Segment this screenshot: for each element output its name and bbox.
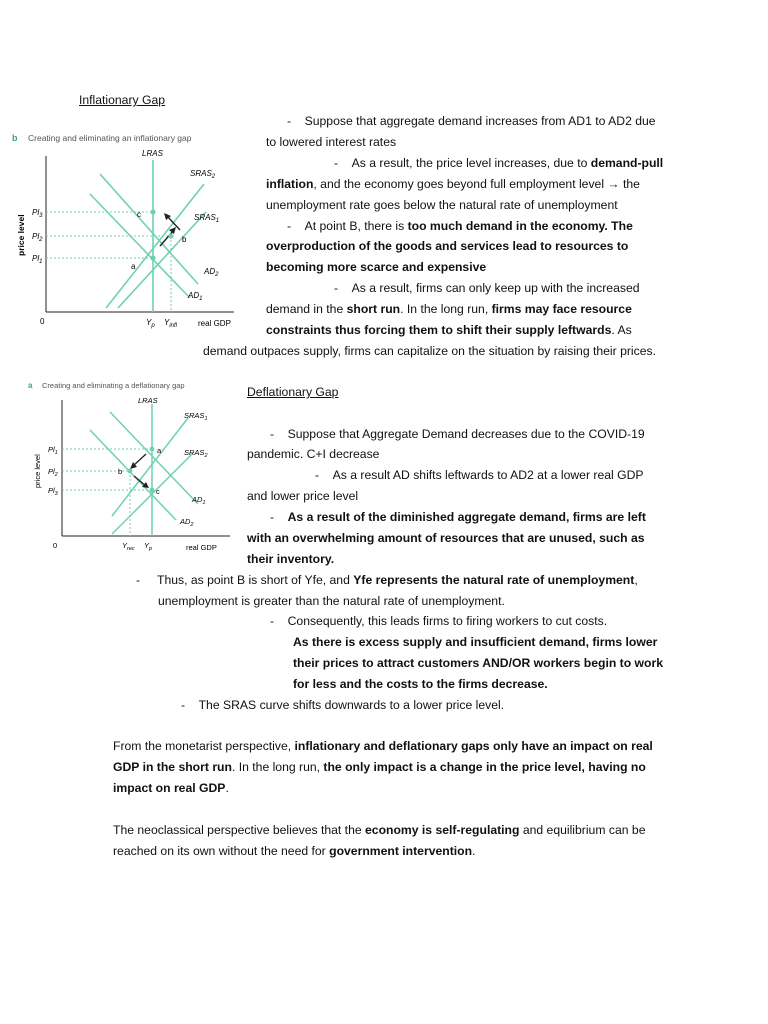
sras2-label: $SRAS_2$: [184, 448, 208, 459]
neoclassical-line-2: reached on its own without the need for government intervention.: [113, 844, 476, 858]
point-b-dot: [128, 469, 133, 474]
yp-label: $Y_p$: [146, 318, 155, 329]
point-b-label: b: [118, 467, 123, 476]
figure-caption: Creating and eliminating a deflationary gap: [42, 381, 185, 390]
monetarist-line-3: impact on real GDP.: [113, 781, 229, 795]
ad1-label: $AD_1$: [192, 495, 206, 506]
deflationary-gap-diagram: [26, 376, 236, 558]
inflationary-gap-diagram: [8, 126, 240, 338]
pl3-label: $Pl_3$: [48, 486, 58, 497]
defl-line-8: - Thus, as point B is short of Yfe, and Yfe represents the natural rate of unemployment,: [136, 573, 638, 587]
figure-letter: b: [12, 133, 18, 143]
point-c-dot: [150, 488, 155, 493]
yinfl-label: $Y_{infl}$: [164, 318, 178, 329]
infl-line-3: - As a result, the price level increases, due to demand-pull: [334, 156, 664, 170]
shift-arrow-ad: [133, 454, 146, 466]
sras1-curve: [112, 418, 188, 516]
pl2-label: $Pl_2$: [48, 467, 58, 478]
defl-line-11: As there is excess supply and insufficient demand, firms lower: [293, 635, 658, 649]
defl-line-9: unemployment is greater than the natural rate of unemployment.: [158, 594, 505, 608]
infl-line-9: - As a result, firms can only keep up with the increased: [334, 281, 640, 295]
ad1-label: $AD_1$: [188, 291, 203, 302]
ad2-curve: [90, 430, 176, 520]
defl-line-10: - Consequently, this leads firms to firing workers to cut costs.: [270, 614, 608, 628]
point-a-label: a: [131, 262, 136, 271]
y-axis-label: price level: [16, 214, 26, 256]
lras-label: LRAS: [138, 396, 158, 405]
infl-line-7: overproduction of the goods and services lead to resources to: [266, 239, 629, 253]
point-c-label: c: [156, 487, 160, 496]
defl-line-4: and lower price level: [247, 489, 359, 503]
ad2-label: $AD_2$: [204, 267, 219, 278]
point-b-label: b: [182, 235, 187, 244]
origin-label: 0: [53, 541, 58, 550]
lras-label: LRAS: [142, 149, 163, 158]
point-c-dot: [150, 209, 155, 214]
infl-line-5: unemployment rate goes below the natural rate of unemployment: [266, 198, 618, 212]
x-axis-label: real GDP: [198, 319, 231, 328]
defl-line-1: - Suppose that Aggregate Demand decreases due to the COVID-19: [270, 427, 645, 441]
infl-line-6: - At point B, there is too much demand in the economy. The: [287, 219, 633, 233]
point-a-dot: [150, 447, 155, 452]
defl-line-14: - The SRAS curve shifts downwards to a lower price level.: [181, 698, 505, 712]
figure-caption: Creating and eliminating an inflationary gap: [28, 133, 192, 143]
infl-line-11: constraints thus forcing them to shift their supply leftwards. As: [266, 323, 632, 337]
defl-line-7: their inventory.: [247, 552, 335, 566]
infl-line-8: becoming more scarce and expensive: [266, 260, 487, 274]
monetarist-line-1: From the monetarist perspective, inflationary and deflationary gaps only have an impact on real: [113, 739, 653, 753]
yrec-label: $Y_{rec}$: [122, 541, 135, 552]
defl-line-5: - As a result of the diminished aggregate demand, firms are left: [270, 510, 646, 524]
point-a-label: a: [157, 446, 162, 455]
infl-line-12: demand outpaces supply, firms can capitalize on the situation by raising their prices.: [203, 344, 656, 358]
y-axis-label: price level: [33, 454, 42, 488]
origin-label: 0: [40, 317, 45, 326]
infl-line-1: - Suppose that aggregate demand increases from AD1 to AD2 due: [287, 114, 656, 128]
defl-line-6: with an overwhelming amount of resources that are unused, such as: [247, 531, 645, 545]
defl-line-3: - As a result AD shifts leftwards to AD2 at a lower real GDP: [315, 468, 644, 482]
pl1-label: $Pl_1$: [32, 254, 43, 265]
point-a-dot: [150, 255, 155, 260]
pl1-label: $Pl_1$: [48, 445, 58, 456]
figure-letter: a: [28, 381, 33, 390]
sras1-label: $SRAS_1$: [184, 411, 208, 422]
x-axis-label: real GDP: [186, 543, 217, 552]
point-b-dot: [168, 233, 173, 238]
defl-line-2: pandemic. C+I decrease: [247, 447, 380, 461]
sras2-curve: [106, 184, 204, 308]
yp-label: $Y_p$: [144, 541, 153, 552]
neoclassical-line-1: The neoclassical perspective believes that the economy is self-regulating and equilibrium can be: [113, 823, 646, 837]
infl-line-10: demand in the short run. In the long run, firms may face resource: [266, 302, 632, 316]
infl-line-4: inflation, and the economy goes beyond full employment level → the: [266, 177, 640, 191]
infl-line-2: to lowered interest rates: [266, 135, 397, 149]
defl-line-13: for less and the costs to the firms decrease.: [293, 677, 548, 691]
pl2-label: $Pl_2$: [32, 232, 43, 243]
ad2-label: $AD_2$: [180, 517, 194, 528]
defl-line-12: their prices to attract customers AND/OR workers begin to work: [293, 656, 663, 670]
point-c-label: c: [137, 210, 141, 219]
sras1-label: $SRAS_1$: [194, 213, 220, 224]
pl3-label: $Pl_3$: [32, 208, 43, 219]
monetarist-line-2: GDP in the short run. In the long run, the only impact is a change in the price level, having no: [113, 760, 646, 774]
ad2-curve: [100, 174, 198, 284]
sras2-label: $SRAS_2$: [190, 169, 216, 180]
deflationary-gap-heading: Deflationary Gap: [247, 385, 339, 399]
inflationary-gap-heading: Inflationary Gap: [79, 93, 166, 107]
